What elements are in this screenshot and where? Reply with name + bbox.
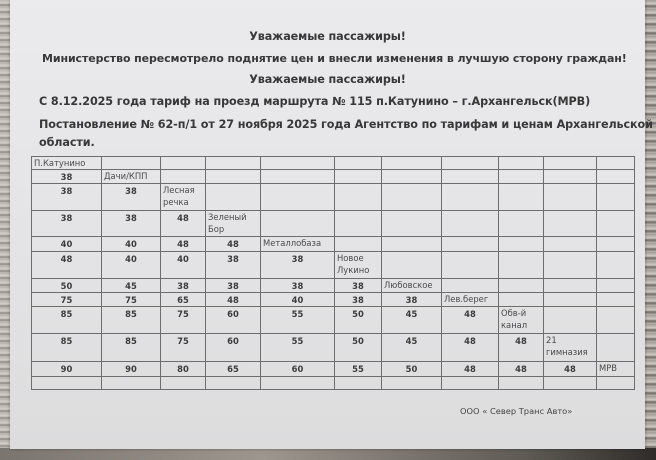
fare-table: [31, 156, 635, 390]
stop-label-line: 21: [546, 335, 557, 345]
fare-cell: 90: [32, 362, 102, 377]
fare-cell: 40: [32, 237, 102, 252]
fare-row: [32, 211, 635, 237]
fare-cell: 40: [102, 237, 161, 252]
fare-cell: 75: [102, 293, 161, 307]
stop-label-line: Лукино: [337, 265, 370, 275]
fare-row: [32, 237, 635, 252]
stop-label: [544, 334, 597, 362]
stop-label: Лев.берег: [442, 293, 499, 307]
fare-cell: 50: [32, 279, 102, 293]
fare-cell: 85: [32, 334, 102, 362]
fare-row: [32, 184, 635, 211]
decree-statement-line-1: Постановление № 62-п/1 от 27 ноября 2025 года Агентство по тарифам и ценам Архангельской: [39, 118, 653, 131]
fare-cell: 48: [544, 362, 597, 377]
fare-cell: 55: [261, 307, 335, 334]
fare-cell: 75: [161, 334, 206, 362]
fare-cell: 85: [32, 307, 102, 334]
fare-cell: 38: [32, 211, 102, 237]
fare-row: [32, 293, 635, 307]
fare-cell: 75: [32, 293, 102, 307]
fare-cell: 48: [161, 237, 206, 252]
fare-cell: 85: [102, 334, 161, 362]
tariff-statement: С 8.12.2025 года тариф на проезд маршрута № 115 п.Катунино – г.Архангельск(МРВ): [39, 95, 591, 108]
fare-cell: 50: [335, 307, 382, 334]
fare-cell: 48: [206, 237, 261, 252]
fare-cell: 45: [102, 279, 161, 293]
fare-cell: 40: [161, 252, 206, 279]
fare-cell: 38: [32, 170, 102, 184]
greeting-heading-2: Уважаемые пассажиры!: [249, 73, 406, 86]
notice-paper: [10, 0, 653, 449]
stop-label-line: гимназия: [546, 347, 588, 357]
fare-cell: 65: [161, 293, 206, 307]
fare-cell: 55: [335, 362, 382, 377]
fare-cell: 38: [102, 211, 161, 237]
stop-label-line: речка: [163, 197, 189, 207]
background-bottom: [0, 448, 656, 460]
fare-cell: 40: [261, 293, 335, 307]
fare-cell: 48: [442, 334, 499, 362]
fare-cell: 38: [32, 184, 102, 211]
stop-label: Дачи/КПП: [102, 170, 161, 184]
fare-cell: 55: [261, 334, 335, 362]
fare-cell: 65: [206, 362, 261, 377]
fare-cell: 40: [102, 252, 161, 279]
fare-row: [32, 157, 635, 170]
fare-cell: 50: [382, 362, 442, 377]
stop-label-line: Бор: [208, 224, 225, 234]
fare-cell: 75: [161, 307, 206, 334]
stop-label: [499, 307, 544, 334]
fare-cell: 60: [206, 307, 261, 334]
stop-label: [335, 252, 382, 279]
fare-cell: 60: [206, 334, 261, 362]
stop-label: Металлобаза: [261, 237, 335, 252]
fare-cell: 45: [382, 334, 442, 362]
stop-label: [161, 184, 206, 211]
fare-cell: 48: [499, 334, 544, 362]
fare-cell: 38: [261, 252, 335, 279]
fare-row-empty: [32, 377, 635, 390]
fare-cell: 48: [442, 307, 499, 334]
fare-cell: 38: [102, 184, 161, 211]
fare-cell: 38: [206, 279, 261, 293]
fare-row: [32, 252, 635, 279]
fare-row: [32, 170, 635, 184]
stop-label: П.Катунино: [32, 157, 102, 170]
fare-cell: 38: [335, 279, 382, 293]
stop-label: МРВ: [597, 362, 635, 377]
ministry-statement: Министерство пересмотрело поднятие цен и внесли изменения в лучшую сторону граждан!: [42, 52, 627, 65]
stop-label-line: канал: [501, 320, 528, 330]
stop-label: [206, 211, 261, 237]
stop-label: Любовское: [382, 279, 442, 293]
stop-label-line: Лесная: [163, 185, 195, 195]
fare-cell: 90: [102, 362, 161, 377]
fare-cell: 48: [206, 293, 261, 307]
fare-cell: 48: [442, 362, 499, 377]
company-signature: ООО « Север Транс Авто»: [460, 406, 573, 416]
fare-cell: 38: [161, 279, 206, 293]
fare-cell: 85: [102, 307, 161, 334]
stop-label-line: Новое: [337, 253, 364, 263]
fare-cell: 48: [32, 252, 102, 279]
fare-row: [32, 307, 635, 334]
decree-statement-line-2: области.: [39, 136, 95, 149]
fare-cell: 45: [382, 307, 442, 334]
fare-cell: 38: [261, 279, 335, 293]
fare-cell: 38: [335, 293, 382, 307]
background-wood-right: [644, 0, 656, 460]
stop-label-line: Зеленый: [208, 212, 247, 222]
fare-cell: 50: [335, 334, 382, 362]
fare-cell: 48: [499, 362, 544, 377]
stop-label-line: Обв-й: [501, 308, 527, 318]
fare-cell: 38: [382, 293, 442, 307]
fare-row: [32, 334, 635, 362]
greeting-heading-1: Уважаемые пассажиры!: [249, 30, 406, 43]
fare-cell: 60: [261, 362, 335, 377]
fare-cell: 38: [206, 252, 261, 279]
fare-row: [32, 279, 635, 293]
fare-cell: 80: [161, 362, 206, 377]
fare-row: [32, 362, 635, 377]
fare-cell: 48: [161, 211, 206, 237]
